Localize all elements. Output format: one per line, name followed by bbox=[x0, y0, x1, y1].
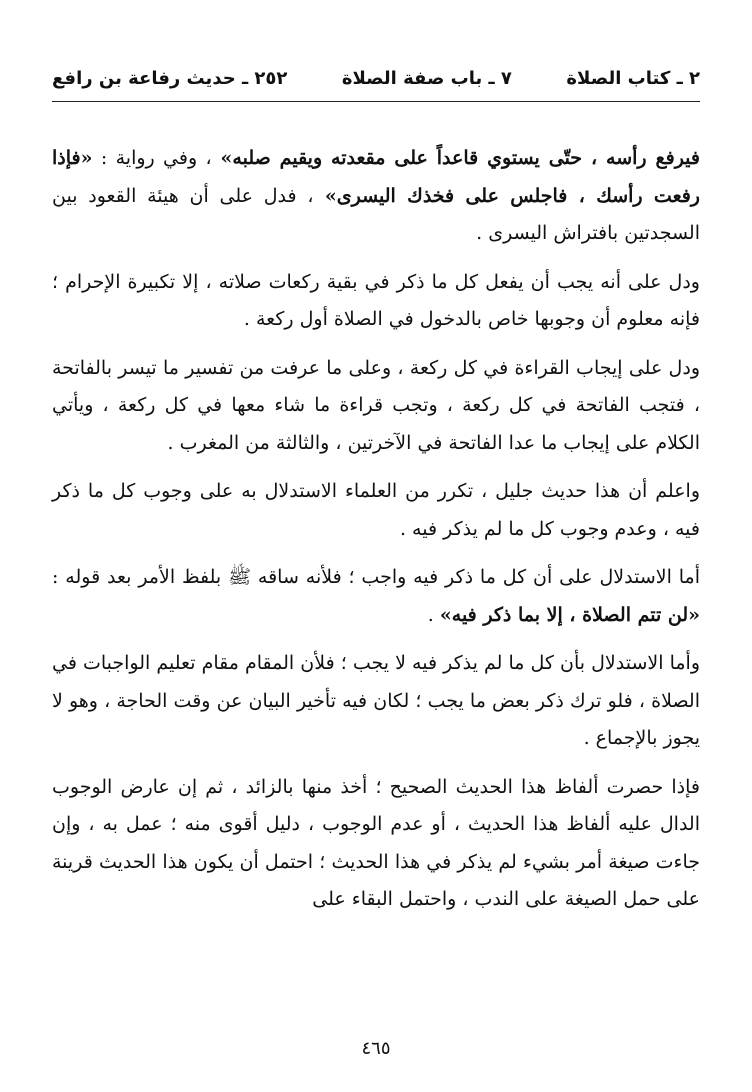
header-book-title: ٢ ـ كتاب الصلاة bbox=[566, 67, 700, 89]
text-run: . bbox=[427, 603, 440, 626]
header-divider bbox=[52, 101, 700, 102]
hadith-quote: «فإذا رفعت رأسك ، فاجلس على فخذك اليسرى» bbox=[52, 147, 700, 207]
page-number: ٤٦٥ bbox=[361, 1038, 391, 1059]
text-run: أما الاستدلال على أن كل ما ذكر فيه واجب ؛ فلأنه ساقه ﷺ بلفظ الأمر بعد قوله : bbox=[52, 566, 700, 588]
text-run: وأما الاستدلال بأن كل ما لم يذكر فيه لا يجب ؛ فلأن المقام مقام تعليم الواجبات في الصلاة ، فلو ترك ذكر بعض ما يجب ؛ لكان فيه تأخير البيان عن وقت الحاجة ، وهو لا يجوز بالإجماع . bbox=[52, 652, 700, 749]
header-chapter-title: ٧ ـ باب صفة الصلاة bbox=[341, 67, 512, 89]
hadith-quote: فيرفع رأسه ، حتّى يستوي قاعداً على مقعدته ويقيم صلبه» bbox=[211, 147, 700, 169]
paragraph bbox=[52, 559, 700, 634]
paragraph bbox=[52, 350, 700, 463]
text-run: ودل على إيجاب القراءة في كل ركعة ، وعلى ما عرفت من تفسير ما تيسر بالفاتحة ، فتجب الفاتحة في كل ركعة ، وتجب قراءة ما شاء معها في كل ركعة ، ويأتي الكلام على إيجاب ما عدا الفاتحة في الآخرتين ، والثالثة من المغرب . bbox=[52, 356, 700, 454]
hadith-quote: «لن تتم الصلاة ، إلا بما ذكر فيه» bbox=[439, 603, 700, 626]
header-hadith-title: ٢٥٢ ـ حديث رفاعة بن رافع bbox=[52, 67, 288, 89]
paragraph bbox=[52, 473, 700, 548]
text-run: ، وفي رواية : bbox=[92, 147, 212, 169]
paragraph bbox=[52, 264, 700, 339]
paragraph bbox=[52, 769, 700, 919]
paragraph bbox=[52, 645, 700, 758]
paragraph bbox=[52, 140, 700, 253]
text-run: ودل على أنه يجب أن يفعل كل ما ذكر في بقية ركعات صلاته ، إلا تكبيرة الإحرام ؛ فإنه معلوم أن وجوبها خاص بالدخول في الصلاة أول ركعة . bbox=[52, 270, 700, 330]
text-run: واعلم أن هذا حديث جليل ، تكرر من العلماء الاستدلال به على وجوب كل ما ذكر فيه ، وعدم وجوب كل ما لم يذكر فيه . bbox=[52, 480, 700, 540]
body-text bbox=[52, 140, 700, 930]
text-run: ، فدل على أن هيئة القعود بين السجدتين بافتراش اليسرى . bbox=[52, 184, 700, 244]
running-header bbox=[52, 60, 700, 96]
text-run: فإذا حصرت ألفاظ هذا الحديث الصحيح ؛ أخذ منها بالزائد ، ثم إن عارض الوجوب الدال عليه ألفاظ هذا الحديث ، أو عدم الوجوب ، دليل أقوى منه ؛ عمل به ، وإن جاءت صيغة أمر بشيء لم يذكر في هذا الحديث ؛ احتمل أن يكون هذا الحديث قرينة على حمل الصيغة على الندب ، واحتمل البقاء على bbox=[52, 775, 700, 910]
